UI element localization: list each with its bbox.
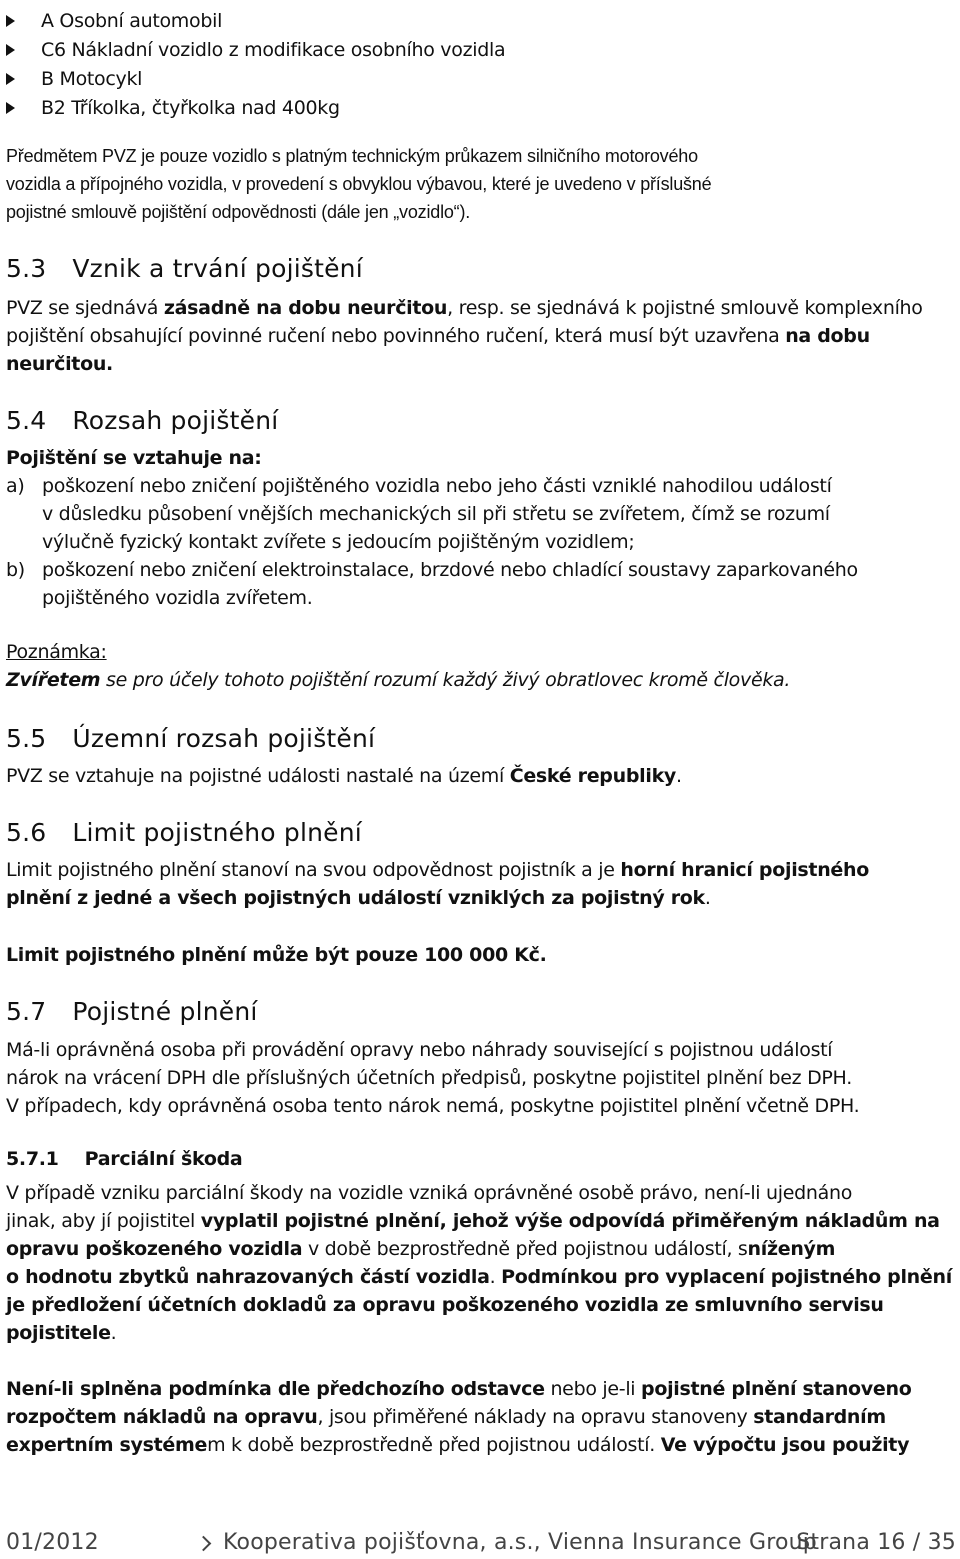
note: Poznámka: Zvířetem se pro účely tohoto pojištění rozumí každý živý obratlovec kromě člověka. [6,638,790,694]
triangle-bullet-icon [6,15,15,27]
page-number: Strana 16 / 35 [796,1530,956,1555]
triangle-bullet-icon [6,44,15,56]
limit-statement: Limit pojistného plnění může být pouze 100 000 Kč. [6,944,547,966]
list-item [6,93,505,122]
note-label: Poznámka: [6,641,107,663]
bullet-list [6,6,505,122]
paragraph-5-7: Má-li oprávněná osoba při provádění opravy nebo náhrady související s pojistnou událostí nárok na vrácení DPH dle příslušných účetních předpisů, poskytne pojistitel plnění bez DPH. V případech, kdy oprávněná osoba tento nárok nemá, poskytne pojistitel plnění včetně DPH. [6,1039,860,1117]
heading-5-7-1: 5.7.1 Parciální škoda [6,1148,243,1170]
list-item-text: B Motocykl [41,67,143,90]
list-item [6,6,505,35]
document-page: A Osobní automobil C6 Nákladní vozidlo z modifikace osobního vozidla B Motocykl B2 Tříkolka, čtyřkolka nad 400kg Předmětem PVZ je pouze vozidlo s platným technickým průkazem silničního motorového vozidla a přípojného vozidla, v provedení s obvyklou výbavou, které je uvedeno v příslušné pojistné smlouvě pojištění odpovědnosti (dále jen „vozidlo“). 5.3 Vznik a trvání pojištění PVZ se sjednává zásadně na dobu neurčitou, resp. se sjednává k pojistné smlouvě komplexního pojištění obsahující povinné ručení nebo povinného ručení, která musí být uzavřena na dobu neurčitou. 5.4 Rozsah pojištění Pojištění se vztahuje na: a) poškození nebo zničení pojištěného vozidla nebo jeho části vzniklé nahodilou událostí v důsledku působení vnějších mechanických sil při střetu se zvířetem, čímž se rozumí výlučně fyzický kontakt zvířete s jedoucím pojištěným vozidlem; b) poškození nebo zničení elektroinstalace, brzdové nebo chladící soustavy zaparkovaného pojištěného vozidla zvířetem. Poznámka: Zvířetem se pro účely tohoto pojištění rozumí každý živý obratlovec kromě člověka. 5.5 Územní rozsah pojištění PVZ se vztahuje na pojistné události nastalé na území České republiky. 5.6 Limit pojistného plnění Limit pojistného plnění stanoví na svou odpovědnost pojistník a je horní hranicí pojistného plnění z jedné a všech pojistných událostí vzniklých za pojistný rok. Limit pojistného plnění může být pouze 100 000 Kč. 5.7 Pojistné plnění Má-li oprávněná osoba při provádění opravy nebo náhrady související s pojistnou událostí nárok na vrácení DPH dle příslušných účetních předpisů, poskytne pojistitel plnění bez DPH. V případech, kdy oprávněná osoba tento nárok nemá, poskytne pojistitel plnění včetně DPH. 5.7.1 Parciální škoda V případě vzniku parciální škody na vozidle vzniká oprávněné osobě právo, není-li ujednáno jinak, aby jí pojistitel vyplatil pojistné plnění, jehož výše odpovídá přiměřeným nákladům na opravu poškozeného vozidla v době bezprostředně před pojistnou událostí, sníženým o hodnotu zbytků nahrazovaných částí vozidla. Podmínkou pro vyplacení pojistného plnění je předložení účetních dokladů za opravu poškozeného vozidla ze smluvního servisu pojistitele. Není-li splněna podmínka dle předchozího odstavce nebo je-li pojistné plnění stanoveno rozpočtem nákladů na opravu, jsou přiměřené náklady na opravu stanoveny standardním expertním systémem k době bezprostředně před pojistnou událostí. Ve výpočtu jsou použity 01/2012 Kooperativa pojišťovna, a.s., Vienna Insurance Group Strana 16 / 35 [0,0,960,1559]
coverage-lead: Pojištění se vztahuje na: [6,447,262,469]
list-item-text: C6 Nákladní vozidlo z modifikace osobního vozidla [41,38,506,61]
paragraph-5-5: PVZ se vztahuje na pojistné události nastalé na území České republiky. [6,765,682,787]
triangle-bullet-icon [6,102,15,114]
heading-5-5: 5.5 Územní rozsah pojištění [6,724,376,753]
paragraph-5-7-1-a: V případě vzniku parciální škody na vozidle vzniká oprávněné osobě právo, není-li ujednáno jinak, aby jí pojistitel vyplatil pojistné plnění, jehož výše odpovídá přiměřeným nákladům na opravu poškozeného vozidla v době bezprostředně před pojistnou událostí, sníženým o hodnotu zbytků nahrazovaných částí vozidla. Podmínkou pro vyplacení pojistného plnění je předložení účetních dokladů za opravu poškozeného vozidla ze smluvního servisu pojistitele. [6,1182,952,1344]
triangle-bullet-icon [6,73,15,85]
paragraph-5-3: PVZ se sjednává zásadně na dobu neurčitou, resp. se sjednává k pojistné smlouvě komplexního pojištění obsahující povinné ručení nebo povinného ručení, která musí být uzavřena na dobu neurčitou. [6,297,923,375]
chevron-right-icon [196,1535,212,1551]
heading-5-7: 5.7 Pojistné plnění [6,997,258,1026]
heading-5-6: 5.6 Limit pojistného plnění [6,818,362,847]
footer-date: 01/2012 [6,1530,99,1555]
list-item [6,64,505,93]
list-item-text: A Osobní automobil [41,9,223,32]
list-item-text: B2 Tříkolka, čtyřkolka nad 400kg [41,96,340,119]
intro-paragraph: Předmětem PVZ je pouze vozidlo s platným technickým průkazem silničního motorového vozidla a přípojného vozidla, v provedení s obvyklou výbavou, které je uvedeno v příslušné pojistné smlouvě pojištění odpovědnosti (dále jen „vozidlo“). [6,146,712,222]
paragraph-5-7-1-b: Není-li splněna podmínka dle předchozího odstavce nebo je-li pojistné plnění stanoveno rozpočtem nákladů na opravu, jsou přiměřené náklady na opravu stanoveny standardním expertním systémem k době bezprostředně před pojistnou událostí. Ve výpočtu jsou použity [6,1378,912,1456]
heading-5-4: 5.4 Rozsah pojištění [6,406,279,435]
list-item [6,35,505,64]
heading-5-3: 5.3 Vznik a trvání pojištění [6,254,363,283]
paragraph-5-6: Limit pojistného plnění stanoví na svou odpovědnost pojistník a je horní hranicí pojistného plnění z jedné a všech pojistných událostí vzniklých za pojistný rok. [6,859,869,909]
footer-company: Kooperativa pojišťovna, a.s., Vienna Insurance Group [198,1528,817,1558]
